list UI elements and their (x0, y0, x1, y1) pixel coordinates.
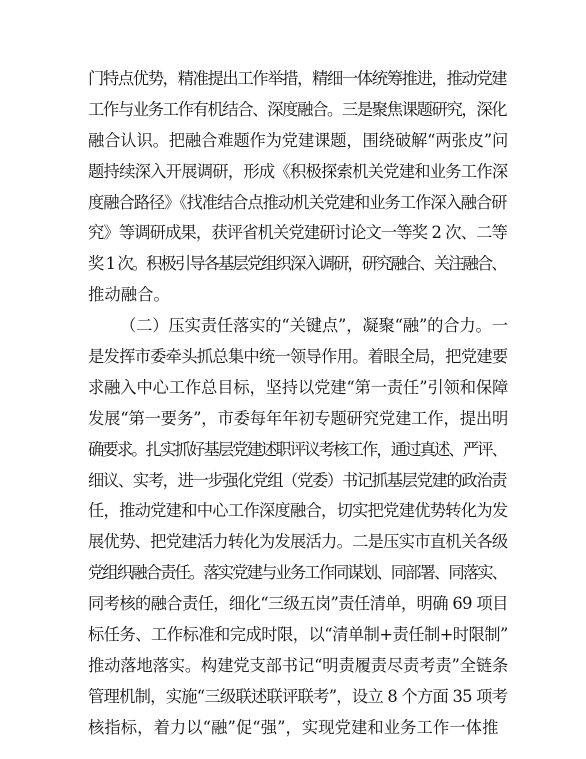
text-line: 管理机制，实施“三级联述联评联考”，设立 8 个方面 35 项考 (88, 686, 508, 706)
text-line: 细议、实考，进一步强化党组（党委）书记抓基层党建的政治责 (88, 470, 507, 490)
text-line: 推动融合。 (88, 285, 170, 305)
text-line: 奖 1 次。积极引导各基层党组织深入调研，研究融合、关注融合、 (88, 254, 506, 274)
text-line: 任，推动党建和中心工作深度融合，切实把党建优势转化为发 (88, 501, 508, 521)
text-line: 题持续深入开展调研，形成《积极探索机关党建和业务工作深 (88, 161, 508, 181)
text-line: 融合认识。把融合难题作为党建课题，围绕破解“两张皮”问 (88, 130, 509, 150)
text-line: 确要求。扎实抓好基层党建述职评议考核工作，通过真述、严评、 (88, 439, 507, 459)
text-line: 门特点优势，精准提出工作举措，精细一体统筹推进，推动党建 (88, 69, 507, 88)
text-line: 度融合路径》《找准结合点推动机关党建和业务工作深入融合研 (88, 192, 507, 212)
text-line: 求融入中心工作总目标，坚持以党建“第一责任”引领和保障 (88, 377, 509, 397)
text-line: 发展“第一要务”，市委每年年初专题研究党建工作，提出明 (88, 408, 509, 428)
text-line: 工作与业务工作有机结合、深度融合。三是聚焦课题研究，深化 (88, 99, 507, 119)
text-line: 推动落地落实。构建党支部书记“明责履责尽责考责”全链条 (88, 655, 509, 675)
body-text (88, 64, 508, 744)
text-line: 党组织融合责任。落实党建与业务工作同谋划、同部署、同落实、 (88, 563, 507, 583)
text-line: 同考核的融合责任，细化“三级五岗”责任清单，明确 69 项目 (88, 594, 508, 614)
text-line: 是发挥市委牵头抓总集中统一领导作用。着眼全局，把党建要 (88, 347, 508, 367)
section-heading-line: （二）压实责任落实的“关键点”，凝聚“融”的合力。一 (120, 316, 508, 336)
text-line: 核指标，着力以“融”促“强”，实现党建和业务工作一体推 (88, 717, 499, 737)
text-line: 究》等调研成果，获评省机关党建研讨论文一等奖 2 次、二等 (88, 223, 507, 243)
text-line: 展优势、把党建活力转化为发展活力。二是压实市直机关各级 (88, 532, 508, 552)
text-line: 标任务、工作标准和完成时限，以“清单制+责任制+时限制” (88, 625, 508, 645)
